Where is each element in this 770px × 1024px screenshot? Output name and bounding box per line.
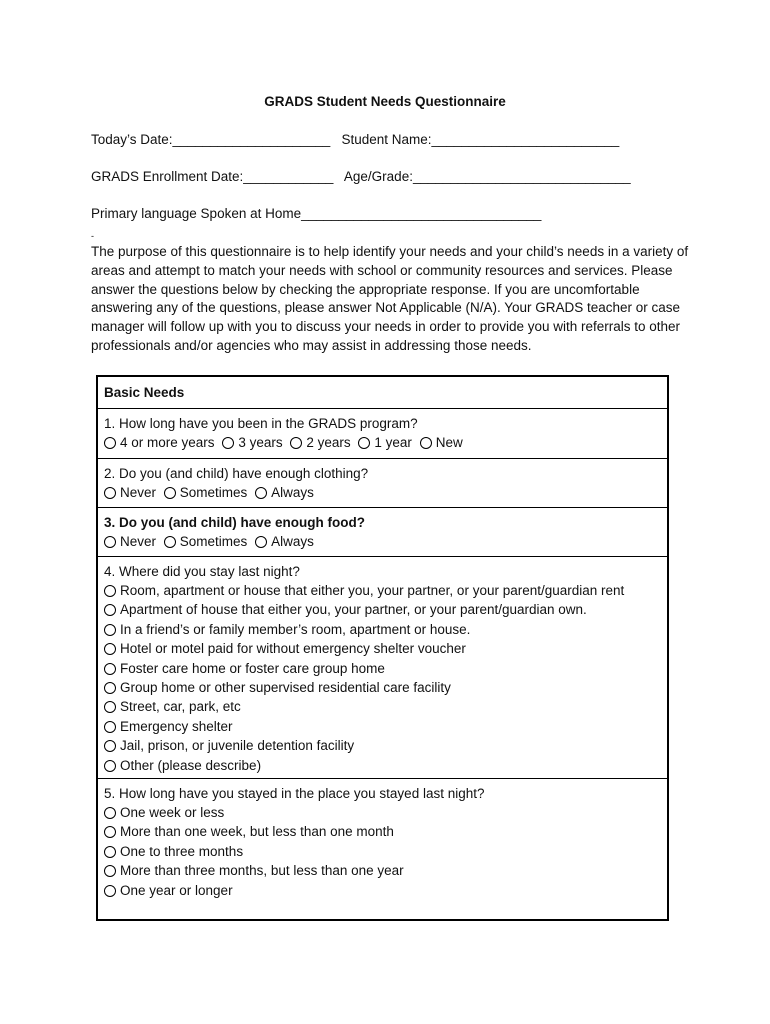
radio-button-icon[interactable] — [104, 826, 116, 838]
option-label: Always — [271, 485, 314, 500]
radio-option[interactable] — [104, 822, 667, 841]
stray-mark: - — [91, 231, 94, 241]
option-label: Emergency shelter — [120, 718, 233, 734]
radio-option[interactable] — [358, 435, 412, 450]
option-label: Always — [271, 534, 314, 549]
radio-option[interactable] — [164, 485, 248, 500]
option-label: Never — [120, 485, 157, 500]
intro-paragraph: The purpose of this questionnaire is to help identify your needs and your child’s needs in a variety of areas and attempt to match your needs with school or community resources and services. Please answer the questions below by checking the appropriate response. If you are uncomfortable answering any of the questions, please answer Not Applicable (N/A). Your GRADS teacher or case manager will follow up with you to discuss your needs in order to provide you with referrals to other professionals and/or agencies who may assist in addressing those needs. — [91, 244, 689, 353]
radio-button-icon[interactable] — [104, 865, 116, 877]
option-label: Street, car, park, etc — [120, 699, 241, 715]
radio-option[interactable] — [104, 600, 667, 619]
radio-option[interactable] — [255, 534, 314, 549]
question-3-options — [104, 532, 667, 552]
radio-option[interactable] — [104, 620, 667, 639]
option-label: Other (please describe) — [120, 757, 262, 773]
radio-option[interactable] — [420, 435, 463, 450]
radio-button-icon[interactable] — [104, 643, 116, 655]
section-header: Basic Needs — [98, 377, 667, 409]
radio-option[interactable] — [104, 485, 156, 500]
option-label: Sometimes — [179, 534, 248, 549]
option-label: 1 year — [374, 435, 412, 450]
radio-option[interactable] — [104, 717, 667, 736]
radio-option[interactable] — [104, 861, 667, 880]
question-2 — [98, 459, 667, 508]
radio-option[interactable] — [104, 756, 667, 775]
radio-button-icon[interactable] — [104, 682, 116, 694]
enrollment-and-age-fields[interactable]: GRADS Enrollment Date:____________ Age/Grade:_____________________________ — [91, 169, 631, 184]
question-4 — [98, 557, 667, 779]
radio-button-icon[interactable] — [104, 740, 116, 752]
radio-button-icon[interactable] — [255, 487, 267, 499]
radio-button-icon[interactable] — [255, 536, 267, 548]
option-label: Jail, prison, or juvenile detention facility — [120, 738, 355, 754]
option-label: In a friend’s or family member’s room, apartment or house. — [120, 621, 471, 637]
option-label: Apartment of house that either you, your partner, or your parent/guardian own. — [120, 602, 587, 618]
option-label: 4 or more years — [120, 435, 215, 450]
radio-button-icon[interactable] — [104, 846, 116, 858]
question-text: 2. Do you (and child) have enough clothing? — [104, 466, 369, 481]
question-3 — [98, 508, 667, 557]
questionnaire-table — [96, 375, 669, 921]
radio-button-icon[interactable] — [104, 624, 116, 636]
radio-button-icon[interactable] — [104, 807, 116, 819]
option-label: New — [435, 435, 463, 450]
radio-option[interactable] — [104, 639, 667, 658]
option-label: More than three months, but less than one year — [120, 863, 404, 879]
option-label: One to three months — [120, 843, 244, 859]
radio-option[interactable] — [104, 534, 156, 549]
question-2-options — [104, 483, 667, 503]
radio-button-icon[interactable] — [164, 487, 176, 499]
radio-option[interactable] — [104, 659, 667, 678]
question-text: 4. Where did you stay last night? — [104, 564, 300, 579]
radio-button-icon[interactable] — [222, 437, 234, 449]
radio-option[interactable] — [164, 534, 248, 549]
radio-button-icon[interactable] — [104, 536, 116, 548]
radio-option[interactable] — [104, 581, 667, 600]
radio-button-icon[interactable] — [290, 437, 302, 449]
option-label: Foster care home or foster care group home — [120, 660, 385, 676]
radio-button-icon[interactable] — [358, 437, 370, 449]
radio-button-icon[interactable] — [164, 536, 176, 548]
option-label: Group home or other supervised residential care facility — [120, 679, 451, 695]
radio-option[interactable] — [104, 881, 667, 900]
option-label: Never — [120, 534, 157, 549]
option-label: Sometimes — [179, 485, 248, 500]
option-label: Room, apartment or house that either you, your partner, or your parent/guardian rent — [120, 583, 625, 598]
radio-button-icon[interactable] — [104, 760, 116, 772]
radio-option[interactable] — [104, 803, 667, 822]
option-label: More than one week, but less than one month — [120, 824, 394, 840]
question-1-options — [104, 433, 667, 453]
primary-language-field[interactable]: Primary language Spoken at Home________________________________ — [91, 206, 542, 221]
radio-option[interactable] — [255, 485, 314, 500]
radio-button-icon[interactable] — [104, 487, 116, 499]
option-label: Hotel or motel paid for without emergency shelter voucher — [120, 641, 466, 657]
question-text: 5. How long have you stayed in the place you stayed last night? — [104, 786, 485, 801]
page-title: GRADS Student Needs Questionnaire — [264, 94, 506, 109]
radio-button-icon[interactable] — [104, 585, 116, 597]
radio-option[interactable] — [104, 697, 667, 716]
radio-button-icon[interactable] — [104, 604, 116, 616]
question-5 — [98, 779, 667, 919]
radio-button-icon[interactable] — [104, 663, 116, 675]
option-label: One year or longer — [120, 882, 233, 898]
radio-option[interactable] — [104, 435, 215, 450]
date-and-name-fields[interactable]: Today’s Date:_____________________ Student Name:_________________________ — [91, 132, 620, 147]
question-text: 1. How long have you been in the GRADS program? — [104, 416, 418, 431]
radio-option[interactable] — [290, 435, 350, 450]
radio-option[interactable] — [104, 678, 667, 697]
radio-button-icon[interactable] — [104, 701, 116, 713]
radio-button-icon[interactable] — [104, 885, 116, 897]
radio-option[interactable] — [104, 842, 667, 861]
question-1 — [98, 409, 667, 459]
option-label: 2 years — [306, 435, 351, 450]
option-label: One week or less — [120, 805, 225, 820]
radio-button-icon[interactable] — [420, 437, 432, 449]
radio-button-icon[interactable] — [104, 721, 116, 733]
radio-button-icon[interactable] — [104, 437, 116, 449]
question-text: 3. Do you (and child) have enough food? — [104, 515, 365, 530]
option-label: 3 years — [238, 435, 283, 450]
radio-option[interactable] — [222, 435, 282, 450]
radio-option[interactable] — [104, 736, 667, 755]
